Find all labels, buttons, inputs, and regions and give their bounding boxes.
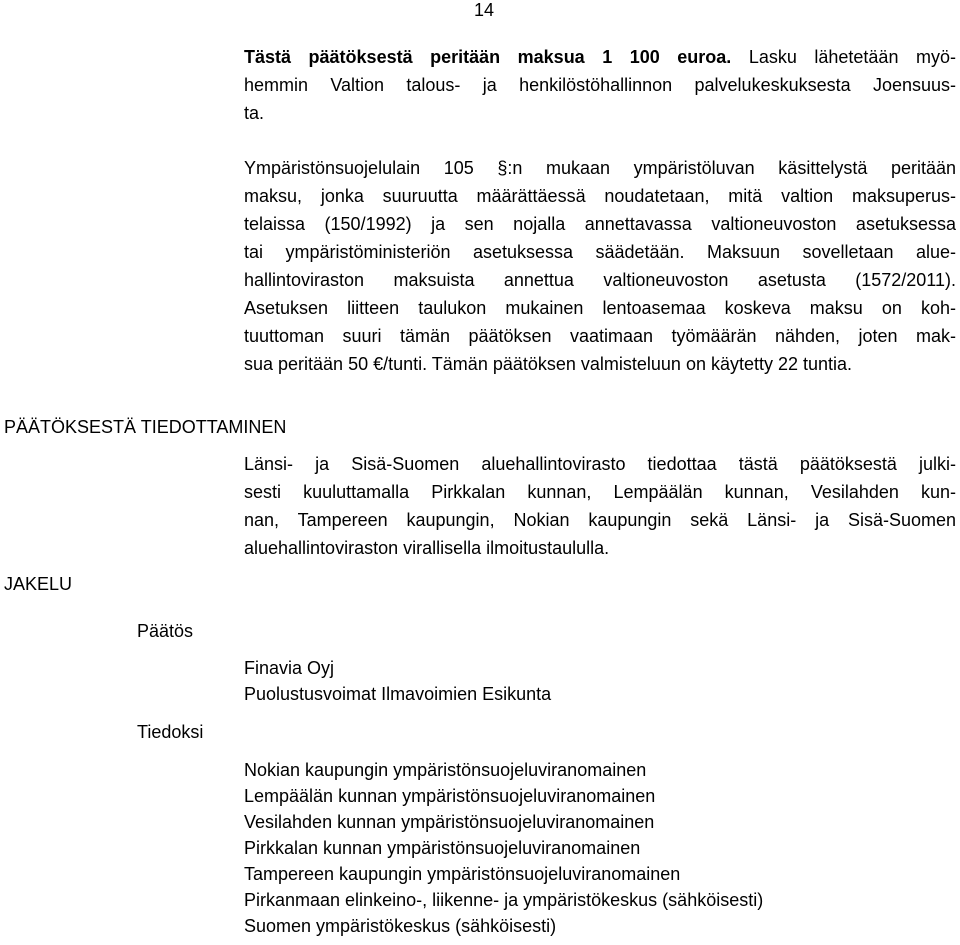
for-info-label: Tiedoksi — [137, 722, 204, 742]
fee-line-1 — [244, 47, 956, 67]
page-number: 14 — [474, 0, 495, 20]
decision-recipient: Finavia Oyj — [244, 658, 335, 678]
law-line: Ympäristönsuojelulain 105 §:n mukaan ympäristöluvan käsittelystä peritään — [244, 158, 956, 178]
distribution-heading: JAKELU — [4, 574, 73, 594]
notification-line: nan, Tampereen kaupungin, Nokian kaupungin sekä Länsi- ja Sisä-Suomen — [244, 510, 956, 530]
fee-line-2: hemmin Valtion talous- ja henkilöstöhallinnon palvelukeskuksesta Joensuus- — [244, 75, 956, 95]
law-line: maksu, jonka suuruutta määrättäessä noudatetaan, mitä valtion maksuperus- — [244, 186, 956, 206]
for-info-recipient: Nokian kaupungin ympäristönsuojeluviranomainen — [244, 760, 647, 780]
fee-line-3: ta. — [244, 103, 265, 123]
notification-line: sesti kuuluttamalla Pirkkalan kunnan, Lempäälän kunnan, Vesilahden kun- — [244, 482, 956, 502]
fee-amount-text: Tästä päätöksestä peritään maksua 1 100 euroa. — [244, 47, 732, 67]
law-line: Asetuksen liitteen taulukon mukainen lentoasemaa koskeva maksu on koh- — [244, 298, 956, 318]
law-line: tai ympäristöministeriön asetuksessa säädetään. Maksuun sovelletaan alue- — [244, 242, 956, 262]
notification-line: aluehallintoviraston virallisella ilmoitustaululla. — [244, 538, 610, 558]
fee-invoice-text: Lasku lähetetään myö- — [731, 47, 956, 67]
law-line: telaissa (150/1992) ja sen nojalla annettavassa valtioneuvoston asetuksessa — [244, 214, 956, 234]
decision-recipient: Puolustusvoimat Ilmavoimien Esikunta — [244, 684, 552, 704]
law-line: hallintoviraston maksuista annettua valtioneuvoston asetusta (1572/2011). — [244, 270, 956, 290]
for-info-recipient: Suomen ympäristökeskus (sähköisesti) — [244, 916, 557, 936]
law-line: sua peritään 50 €/tunti. Tämän päätöksen valmisteluun on käytetty 22 tuntia. — [244, 354, 853, 374]
for-info-recipient: Vesilahden kunnan ympäristönsuojeluviranomainen — [244, 812, 655, 832]
for-info-recipient: Pirkkalan kunnan ympäristönsuojeluviranomainen — [244, 838, 641, 858]
law-line: tuuttoman suuri tämän päätöksen vaatimaan työmäärän nähden, joten mak- — [244, 326, 956, 346]
notification-line: Länsi- ja Sisä-Suomen aluehallintovirasto tiedottaa tästä päätöksestä julki- — [244, 454, 956, 474]
for-info-recipient: Tampereen kaupungin ympäristönsuojeluviranomainen — [244, 864, 681, 884]
for-info-recipient: Lempäälän kunnan ympäristönsuojeluviranomainen — [244, 786, 656, 806]
for-info-recipient: Pirkanmaan elinkeino-, liikenne- ja ympäristökeskus (sähköisesti) — [244, 890, 764, 910]
notification-heading: PÄÄTÖKSESTÄ TIEDOTTAMINEN — [4, 417, 287, 437]
decision-label: Päätös — [137, 621, 194, 641]
